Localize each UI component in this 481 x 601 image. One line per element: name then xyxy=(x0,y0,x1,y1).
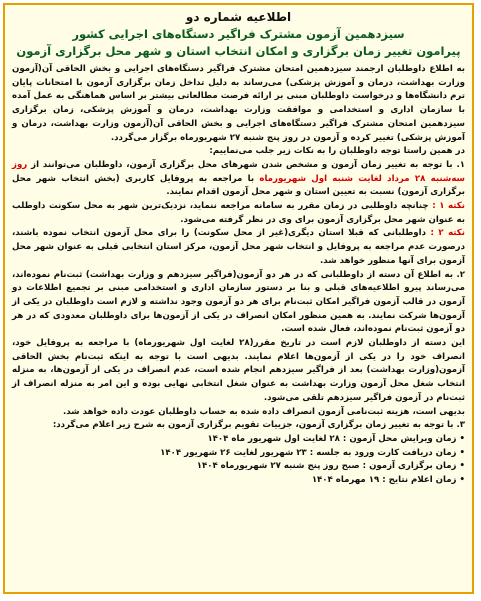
point-2-continued: این دسته از داوطلبان لازم است در تاریخ مقرر(۲۸ لغایت اول شهریورماه) با مراجعه به پروفایل خود، انصراف خود را در یکی از آزمون‌ها اعلام نمایند. بدیهی است با توجه به اینکه ثبت‌نام بخش الحاقی آزمون(وزارت بهداشت) بعد از فراگیر سیزدهم انجام شده است، عدم انصراف در یکی از آزمون‌ها، به منزله انتخاب شغل محل آزمون وزارت بهداشت به عنوان شغل انتخابی نهایی بوده و این امر به منزله انصراف از ثبت‌نام در آزمون فراگیر سیزدهم تلقی می‌شود. xyxy=(12,338,465,403)
points-intro: در همین راستا توجه داوطلبان را به نکات زیر جلب می‌نماییم: xyxy=(209,146,465,157)
point-3: ۳. با توجه به تغییر زمان برگزاری آزمون، جزییات تقویم برگزاری آزمون به شرح زیر اعلام می‌گردد: xyxy=(52,420,465,431)
schedule-item: • زمان ویرایش محل آزمون : ۲۸ لغایت اول شهریور ماه ۱۴۰۴ xyxy=(207,433,465,444)
point-1-text-a: ۱. با توجه به تغییر زمان آزمون و مشخص شدن شهرهای محل برگزاری آزمون، داوطلبان می‌توانند از xyxy=(27,159,465,170)
point-1-text-b: با مراجعه به پروفایل کاربری (بخش انتخاب شهر محل برگزاری آزمون) نسبت به تعیین استان و شهر محل آزمون اقدام نمایند. xyxy=(12,173,465,198)
announcement-subtitle-1: سیزدهمین آزمون مشترک فراگیر دستگاه‌های اجرایی کشور xyxy=(72,27,405,41)
announcement-body xyxy=(12,63,465,488)
schedule-item: • زمان اعلام نتایج : ۱۹ مهرماه ۱۴۰۴ xyxy=(311,475,465,486)
note-1-text: چنانچه داوطلبی در زمان مقرر به سامانه مراجعه ننماید، نزدیک‌ترین شهر به محل سکونت داوطلب به عنوان شهر محل برگزاری آزمون برای وی در نظر گرفته می‌شود. xyxy=(12,201,465,225)
point-2: ۲. به اطلاع آن دسته از داوطلبانی که در هر دو آزمون(فراگیر سیزدهم و وزارت بهداشت) ثبت‌نام نموده‌اند، می‌رساند پیرو اطلاعیه‌های قبلی و بنا بر دستور سازمان اداری و استخدامی مبنی بر تجمیع اطلاعات دو آزمون در قالب آزمون فراگیر امکان ثبت‌نام برای هر دو آزمون وجود نداشته و لازم است داوطلبان در یکی از آزمون‌ها شرکت نمایند. به همین منظور امکان انصراف در یکی از آزمون‌ها برای داوطلبان معدودی که در هر دو آزمون ثبت‌نام نموده‌اند، فعال شده است. xyxy=(12,269,465,335)
point-1-date-range: روز سه‌شنبه ۲۸ مرداد لغایت شنبه اول شهریورماه xyxy=(12,159,465,184)
note-2 xyxy=(12,227,465,268)
schedule-item: • زمان برگزاری آزمون : صبح روز پنج شنبه ۲۷ شهریورماه ۱۴۰۴ xyxy=(196,461,465,472)
note-2-text: داوطلبانی که قبلا استان دیگری(غیر از محل سکونت) را برای محل آزمون انتخاب نموده باشند، درصورت عدم مراجعه به پروفایل و انتخاب شهر محل آزمون، مرکز استان انتخابی قبلی به عنوان شهر محل آزمون برای آنها منظور خواهد شد. xyxy=(12,228,465,266)
intro-paragraph: به اطلاع داوطلبان ارجمند سیزدهمین امتحان مشترک فراگیر دستگاه‌های اجرایی و بخش الحاقی آن(آزمون وزارت بهداشت، درمان و آموزش پزشکی) می‌رساند به دلیل تداخل زمان برگزاری آزمون با امتحانات پایان ترم دانشگاه‌ها و درخواست داوطلبان مبنی بر ارائه فرصت مطالعاتی بیشتر بر اساس هماهنگی به عمل آمده با سازمان اداری و استخدامی و موافقت وزارت بهداشت، درمان و آموزش پزشکی، زمان برگزاری سیزدهمین امتحان مشترک فراگیر دستگاه‌های اجرایی و بخش الحاقی آن(آزمون وزارت بهداشت، درمان و آموزش پزشکی) تغییر کرده و آزمون در روز پنج شنبه ۲۷ شهریورماه برگزار می‌گردد. xyxy=(12,64,465,143)
announcement-frame xyxy=(3,3,474,594)
announcement-subtitle-2: پیرامون تغییر زمان برگزاری و امکان انتخاب استان و شهر محل برگزاری آزمون xyxy=(16,44,461,58)
announcement-title: اطلاعیه شماره دو xyxy=(185,10,292,24)
point-1 xyxy=(12,159,465,200)
refund-note: بدیهی است، هزینه ثبت‌نامی آزمون انصراف داده شده به حساب داوطلبان عودت داده خواهد شد. xyxy=(62,406,465,417)
note-1-label: نکته ۱ : xyxy=(432,201,465,212)
schedule-item: • زمان دریافت کارت ورود به جلسه : ۲۳ شهریور لغایت ۲۶ شهریور ۱۴۰۴ xyxy=(160,447,465,458)
note-2-label: نکته ۲ : xyxy=(430,228,466,239)
note-1 xyxy=(12,200,465,227)
